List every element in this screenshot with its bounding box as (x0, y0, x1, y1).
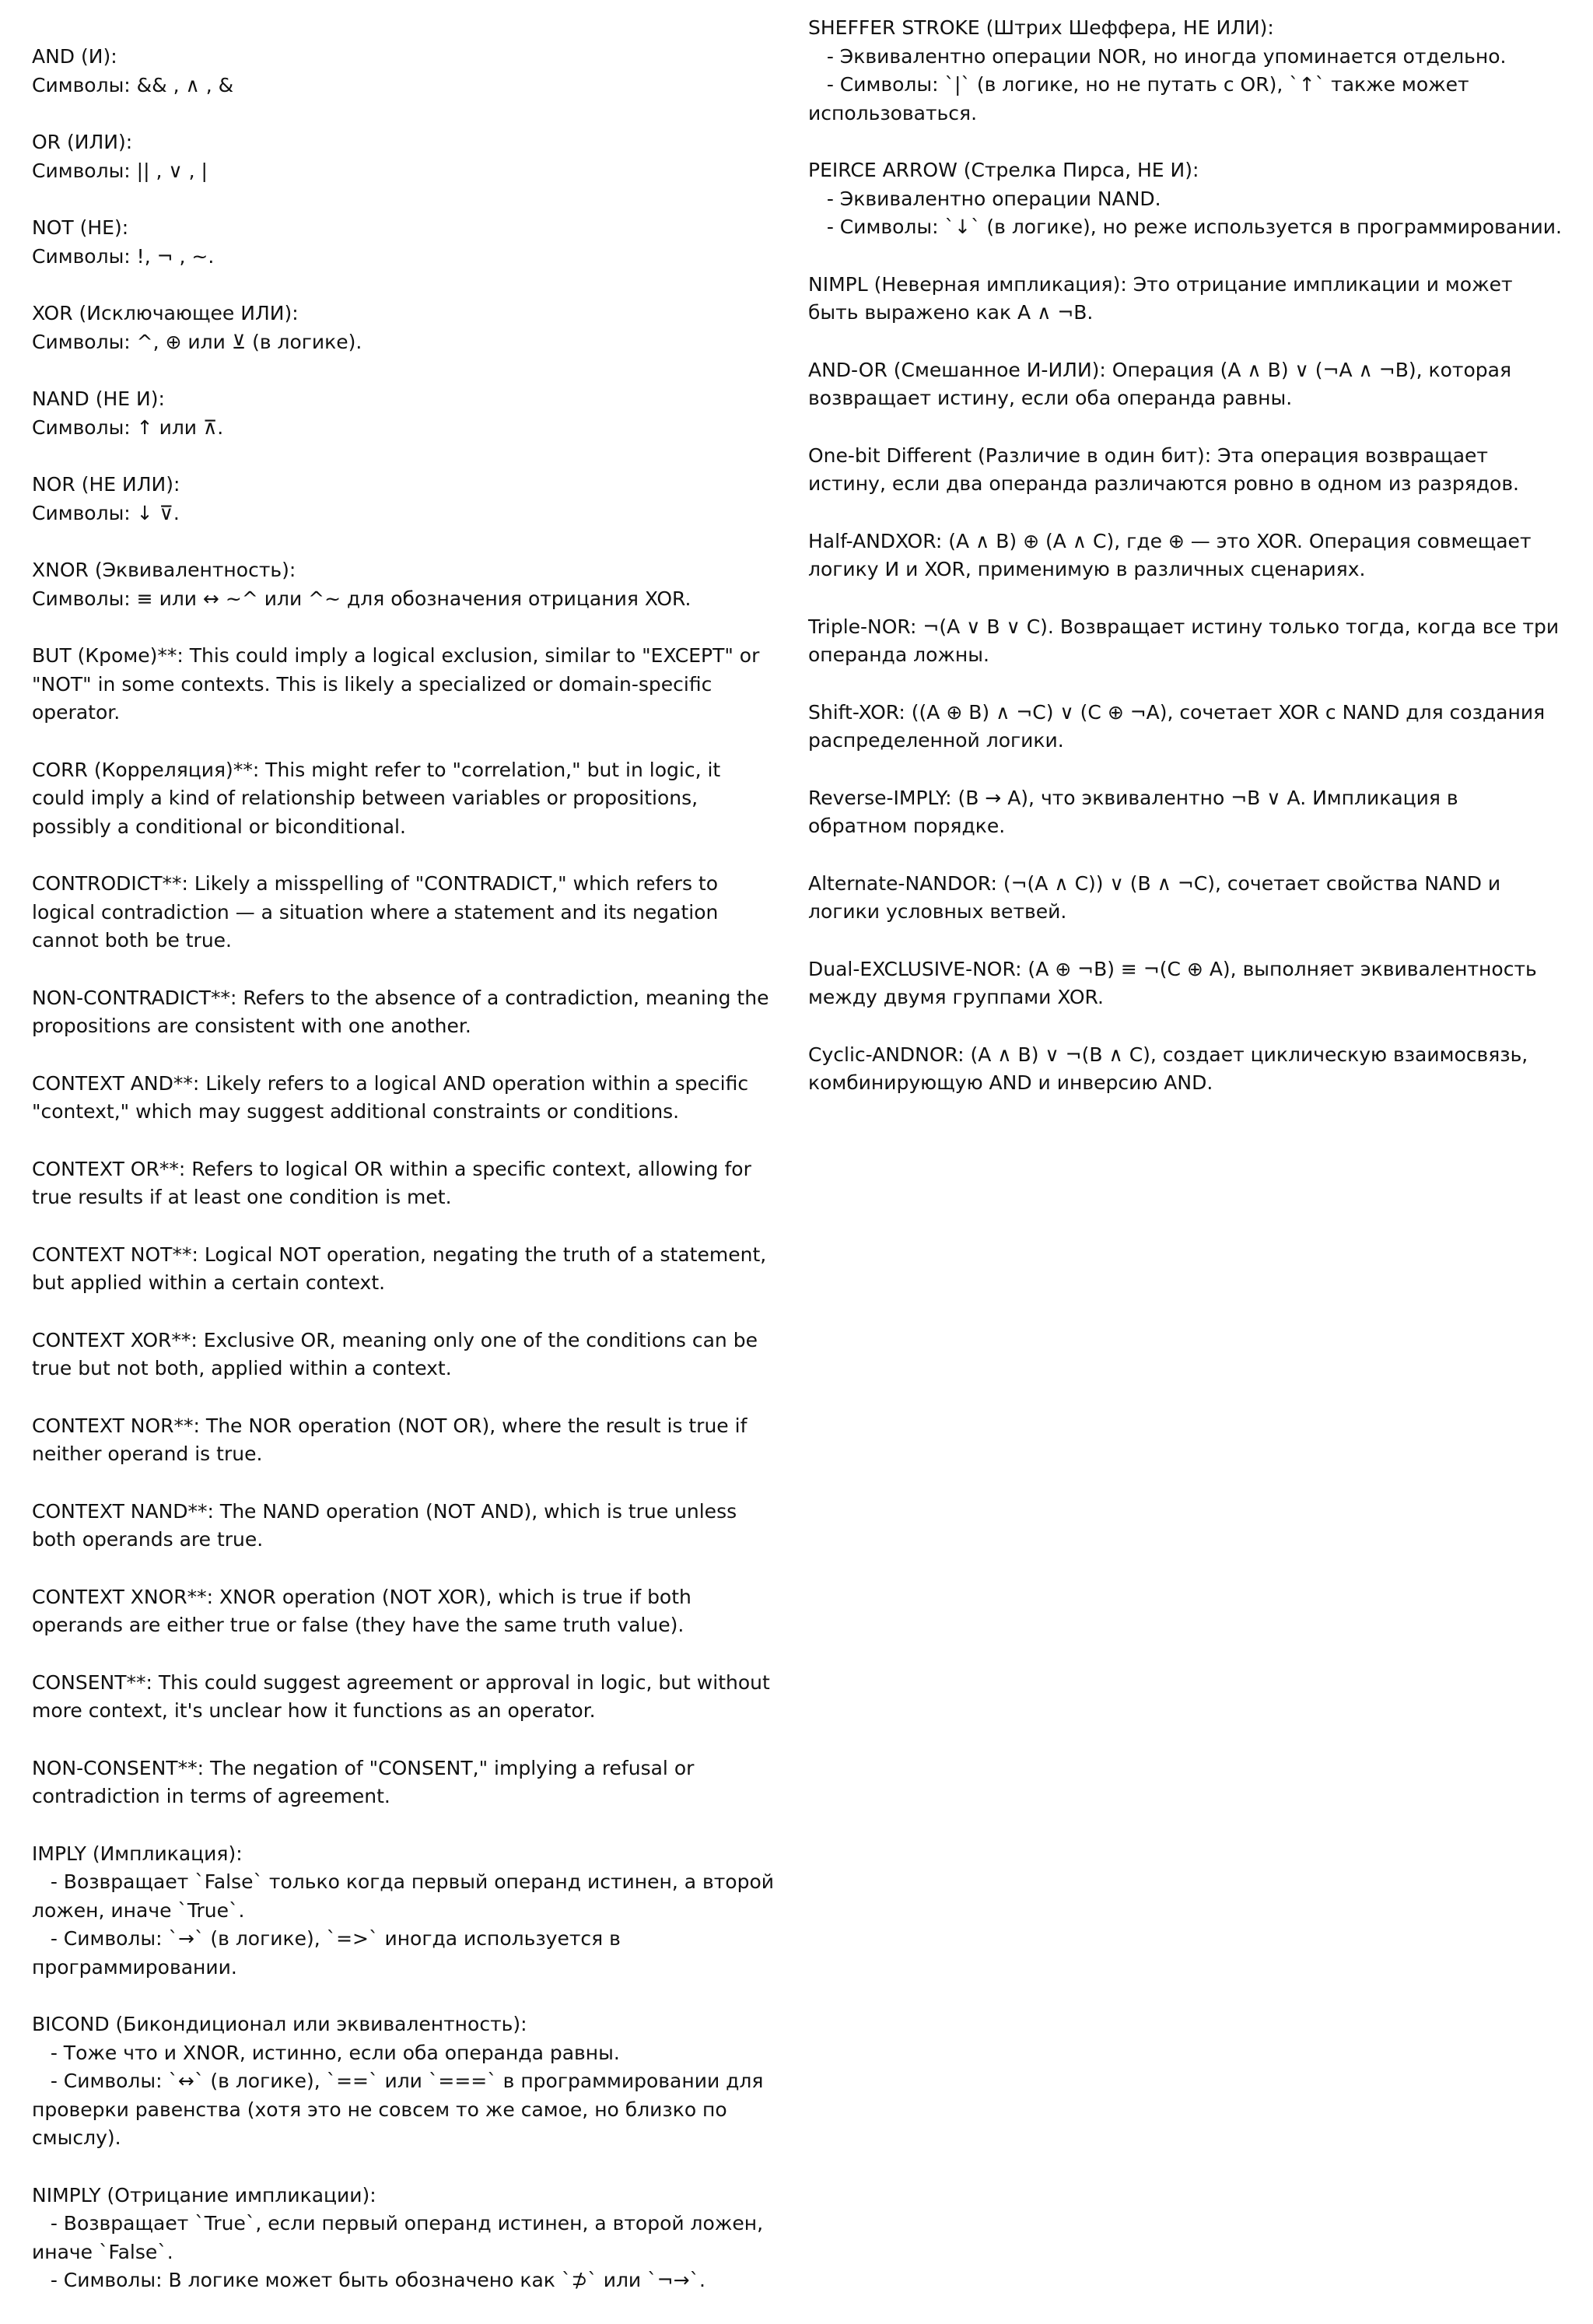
entry-heading: OR (ИЛИ): (32, 131, 133, 153)
entry-heading: Cyclic-ANDNOR: (A ∧ B) ∨ ¬(B ∧ C), создает циклическую взаимосвязь, комбинирующую AND и инверсию AND. (808, 1043, 1535, 1094)
entry-heading: SHEFFER STROKE (Штрих Шеффера, НЕ ИЛИ): (808, 16, 1274, 39)
operator-entry (32, 870, 779, 955)
operator-entry (808, 784, 1563, 841)
entry-heading: CONTEXT OR**: Refers to logical OR within a specific context, allowing for true results if at least one condition is met. (32, 1157, 758, 1208)
operator-entry (808, 699, 1563, 755)
entry-heading: NOT (НЕ): (32, 216, 129, 239)
entry-heading: NIMPLY (Отрицание импликации): (32, 2183, 376, 2207)
operator-entry (808, 14, 1563, 128)
entry-heading: IMPLY (Импликация): (32, 1842, 243, 1865)
entry-heading: One-bit Different (Различие в один бит): Эта операция возвращает истину, если два операнда различаются ровно в одном из разрядов. (808, 443, 1520, 495)
operator-entry (32, 214, 779, 271)
entry-heading: PEIRCE ARROW (Стрелка Пирса, НЕ И): (808, 159, 1199, 181)
operator-entry (32, 385, 779, 442)
operator-entry (32, 2182, 779, 2295)
operator-entry (32, 128, 779, 185)
entry-line: Символы: ≡ или ↔ ~^ или ^~ для обозначения отрицания XOR. (32, 587, 691, 610)
entry-heading: CORR (Корреляция)**: This might refer to "correlation," but in logic, it could imply a kind of relationship between variables or propositions, possibly a conditional or biconditional. (32, 758, 727, 838)
entry-line: - Символы: `→` (в логике), `=>` иногда используется в программировании. (32, 1927, 627, 1979)
entry-heading: NON-CONSENT**: The negation of "CONSENT," implying a refusal or contradiction in terms of agreement. (32, 1756, 701, 1807)
entry-line: - Возвращает `False` только когда первый операнд истинен, а второй ложен, иначе `True`. (32, 1870, 780, 1922)
entry-line: Символы: ^, ⊕ или ⊻ (в логике). (32, 330, 362, 353)
operator-entry (32, 471, 779, 528)
operator-entry (808, 356, 1563, 413)
operator-entry (32, 1412, 779, 1469)
operator-entry (808, 156, 1563, 242)
entry-line: - Символы: `|` (в логике, но не путать с OR), `↑` также может использоваться. (808, 73, 1476, 124)
operator-entry (32, 1070, 779, 1127)
entry-heading: CONSENT**: This could suggest agreement or approval in logic, but without more context, it's unclear how it functions as an operator. (32, 1670, 776, 1722)
operator-entry (32, 642, 779, 727)
entry-heading: BUT (Кроме)**: This could imply a logical exclusion, similar to "EXCEPT" or "NOT" in some contexts. This is likely a specialized or domain-specific operator. (32, 644, 766, 724)
operator-entry (32, 43, 779, 100)
entry-line: - Эквивалентно операции NAND. (808, 187, 1161, 210)
entry-heading: AND (И): (32, 45, 117, 68)
operator-entry (32, 1498, 779, 1555)
operator-entry (808, 442, 1563, 499)
entry-heading: AND-OR (Смешанное И-ИЛИ): Операция (A ∧ B) ∨ (¬A ∧ ¬B), которая возвращает истину, если оба операнда равны. (808, 358, 1518, 409)
entry-heading: CONTEXT NOR**: The NOR operation (NOT OR), where the result is true if neither operand is true. (32, 1414, 754, 1465)
operator-entry (32, 2010, 779, 2153)
entry-heading: NAND (НЕ И): (32, 387, 165, 410)
entry-line: - Символы: `↔` (в логике), `==` или `===` в программировании для проверки равенства (хотя это не совсем то же самое, но близко по смыслу). (32, 2070, 770, 2149)
entry-heading: BICOND (Бикондиционал или эквивалентность): (32, 2013, 527, 2035)
operator-entry (32, 756, 779, 842)
operator-entry (808, 271, 1563, 328)
entry-heading: CONTRODICT**: Likely a misspelling of "CONTRADICT," which refers to logical contradiction — a situation where a statement and its negation cannot both be true. (32, 872, 725, 952)
entry-heading: NOR (НЕ ИЛИ): (32, 473, 180, 496)
entry-heading: NIMPL (Неверная импликация): Это отрицание импликации и может быть выражено как A ∧ ¬B. (808, 272, 1519, 324)
operator-entry (32, 1754, 779, 1811)
entry-heading: XNOR (Эквивалентность): (32, 559, 296, 581)
operator-entry (808, 528, 1563, 584)
entry-heading: Half-ANDXOR: (A ∧ B) ⊕ (A ∧ C), где ⊕ — это XOR. Операция совмещает логику И и XOR, применимую в различных сценариях. (808, 529, 1538, 580)
operator-entry (32, 1583, 779, 1640)
operator-entry (32, 1155, 779, 1212)
entry-heading: Shift-XOR: ((A ⊕ B) ∧ ¬C) ∨ (C ⊕ ¬A), сочетает XOR с NAND для создания распределенной логики. (808, 700, 1552, 752)
operator-entry (32, 1669, 779, 1726)
operator-entry (32, 1840, 779, 1982)
entry-heading: Dual-EXCLUSIVE-NOR: (A ⊕ ¬B) ≡ ¬(C ⊕ A), выполняет эквивалентность между двумя группами XOR. (808, 957, 1543, 1008)
entry-line: - Тоже что и XNOR, истинно, если оба операнда равны. (32, 2041, 620, 2064)
entry-line: Символы: ↓ ⊽. (32, 501, 180, 524)
entry-line: Символы: !, ¬ , ~. (32, 244, 215, 268)
entry-heading: CONTEXT AND**: Likely refers to a logical AND operation within a specific "context," which may suggest additional constraints or conditions. (32, 1071, 755, 1123)
entry-heading: NON-CONTRADICT**: Refers to the absence of a contradiction, meaning the propositions are consistent with one another. (32, 986, 775, 1037)
left-column (32, 43, 779, 2324)
operator-entry (32, 984, 779, 1041)
operator-entry (32, 1241, 779, 1298)
operator-entry (32, 300, 779, 356)
operator-entry (808, 955, 1563, 1012)
entry-heading: CONTEXT NOT**: Logical NOT operation, negating the truth of a statement, but applied within a certain context. (32, 1243, 773, 1294)
entry-heading: CONTEXT XOR**: Exclusive OR, meaning only one of the conditions can be true but not both, applied within a context. (32, 1328, 764, 1379)
entry-line: Символы: ↑ или ⊼. (32, 415, 224, 439)
operator-entry (808, 1041, 1563, 1098)
entry-line: - Эквивалентно операции NOR, но иногда упоминается отдельно. (808, 44, 1507, 68)
operator-entry (808, 613, 1566, 670)
entry-line: - Возвращает `True`, если первый операнд истинен, а второй ложен, иначе `False`. (32, 2212, 769, 2263)
entry-heading: Triple-NOR: ¬(A ∨ B ∨ C). Возвращает истину только тогда, когда все три операнда ложны. (808, 615, 1566, 666)
operator-entry (808, 870, 1563, 927)
right-column (808, 14, 1566, 1127)
entry-line: - Символы: В логике может быть обозначено как `⊅` или `¬→`. (32, 2269, 705, 2291)
entry-line: Символы: && , ∧ , & (32, 73, 234, 96)
operator-entry (32, 1327, 779, 1383)
operator-entry (32, 556, 779, 613)
entry-heading: CONTEXT NAND**: The NAND operation (NOT AND), which is true unless both operands are true. (32, 1499, 744, 1551)
entry-heading: Alternate-NANDOR: (¬(A ∧ C)) ∨ (B ∧ ¬C), сочетает свойства NAND и логики условных ветвей. (808, 871, 1507, 923)
entry-line: Символы: || , ∨ , | (32, 159, 208, 182)
entry-heading: Reverse-IMPLY: (B → A), что эквивалентно ¬B ∨ A. Импликация в обратном порядке. (808, 786, 1465, 837)
entry-heading: XOR (Исключающее ИЛИ): (32, 302, 299, 324)
entry-heading: CONTEXT XNOR**: XNOR operation (NOT XOR), which is true if both operands are either true or false (they have the same truth value). (32, 1585, 698, 1636)
entry-line: - Символы: `↓` (в логике), но реже используется в программировании. (808, 216, 1562, 238)
